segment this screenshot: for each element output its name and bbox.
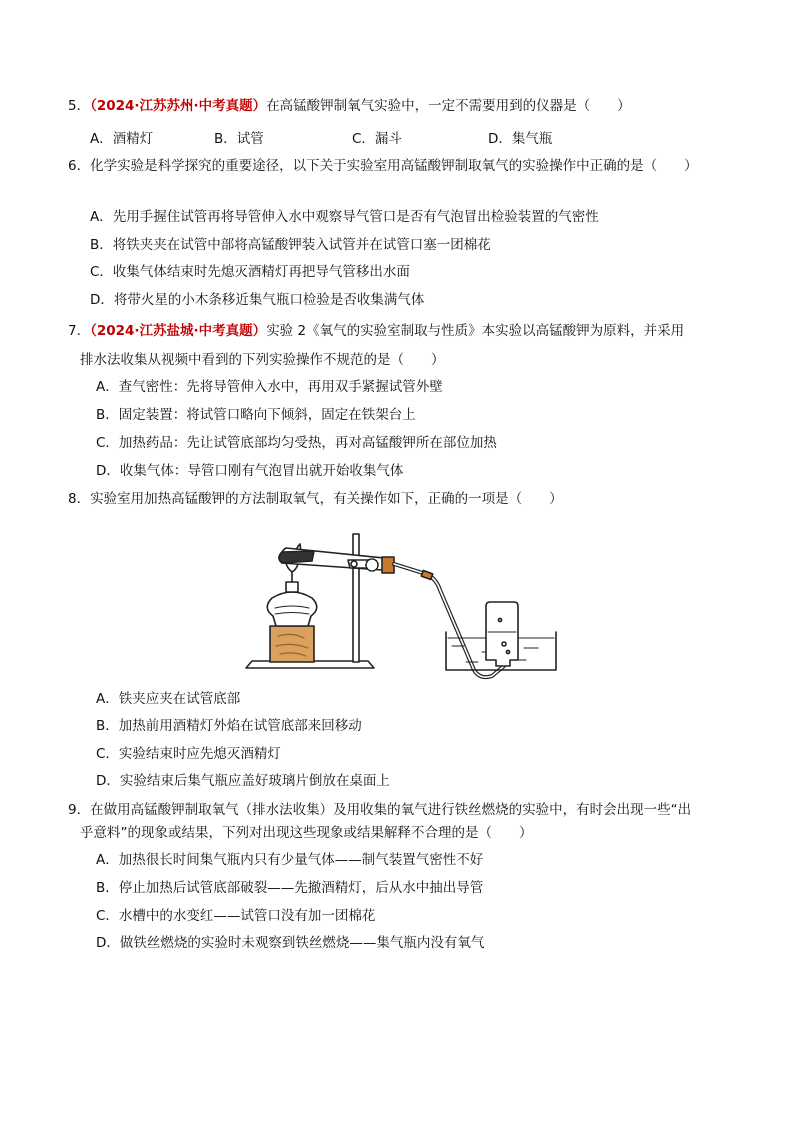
q5-option-b: B．试管 bbox=[214, 131, 264, 147]
q7-text1: 实验 2《氧气的实验室制取与性质》本实验以高锰酸钾为原料，并采用 bbox=[266, 323, 685, 339]
q7-option-d: D．收集气体：导管口刚有气泡冒出就开始收集气体 bbox=[96, 463, 404, 479]
q5-option-d: D．集气瓶 bbox=[488, 131, 553, 147]
q9-stem-line2: 乎意料”的现象或结果，下列对出现这些现象或结果解释不合理的是（ ） bbox=[80, 825, 533, 841]
q7-source: （2024·江苏盐城·中考真题） bbox=[90, 323, 267, 339]
q7-option-a: A．查气密性：先将导管伸入水中，再用双手紧握试管外壁 bbox=[96, 379, 443, 395]
q7-option-c: C．加热药品：先让试管底部均匀受热，再对高锰酸钾所在部位加热 bbox=[96, 435, 497, 451]
kmno4-apparatus-figure bbox=[242, 520, 562, 682]
q8-option-d: D．实验结束后集气瓶应盖好玻璃片倒放在桌面上 bbox=[96, 773, 390, 789]
q5-number: 5． bbox=[68, 98, 91, 114]
q5-options bbox=[90, 130, 690, 148]
alcohol-lamp bbox=[267, 592, 317, 626]
q5-option-c: C．漏斗 bbox=[352, 131, 402, 147]
gas-collecting-bottle bbox=[486, 602, 518, 666]
q9-option-a: A．加热很长时间集气瓶内只有少量气体——制气装置气密性不好 bbox=[96, 852, 484, 868]
q8-option-c: C．实验结束时应先熄灭酒精灯 bbox=[96, 746, 281, 762]
q8-option-b: B．加热前用酒精灯外焰在试管底部来回移动 bbox=[96, 718, 362, 734]
q8-stem: 8．实验室用加热高锰酸钾的方法制取氧气，有关操作如下，正确的一项是（ ） bbox=[68, 491, 563, 507]
q9-option-b: B．停止加热后试管底部破裂——先撤酒精灯，后从水中抽出导管 bbox=[96, 880, 484, 896]
rubber-stopper bbox=[382, 557, 394, 573]
q9-option-d: D．做铁丝燃烧的实验时未观察到铁丝燃烧——集气瓶内没有氧气 bbox=[96, 935, 485, 951]
q9-stem-line1: 9．在做用高锰酸钾制取氧气（排水法收集）及用收集的氧气进行铁丝燃烧的实验中，有时会出现一些“出 bbox=[68, 802, 692, 818]
q7-stem-line1 bbox=[68, 322, 684, 340]
q7-number: 7． bbox=[68, 323, 91, 339]
q8-option-a: A．铁夹应夹在试管底部 bbox=[96, 691, 241, 707]
q6-stem: 6．化学实验是科学探究的重要途径，以下关于实验室用高锰酸钾制取氧气的实验操作中正确的是（ ） bbox=[68, 158, 698, 174]
q7-option-b: B．固定装置：将试管口略向下倾斜，固定在铁架台上 bbox=[96, 407, 416, 423]
q5-text: 在高锰酸钾制氧气实验中，一定不需要用到的仪器是（ ） bbox=[266, 98, 631, 114]
q5-source: （2024·江苏苏州·中考真题） bbox=[90, 98, 267, 114]
q6-option-b: B．将铁夹夹在试管中部将高锰酸钾装入试管并在试管口塞一团棉花 bbox=[90, 237, 491, 253]
q5-stem bbox=[68, 97, 631, 115]
q6-option-d: D．将带火星的小木条移近集气瓶口检验是否收集满气体 bbox=[90, 292, 425, 308]
iron-stand-rod bbox=[353, 534, 359, 662]
q9-option-c: C．水槽中的水变红——试管口没有加一团棉花 bbox=[96, 908, 376, 924]
q7-stem-line2: 排水法收集从视频中看到的下列实验操作不规范的是（ ） bbox=[80, 352, 445, 368]
q6-option-c: C．收集气体结束时先熄灭酒精灯再把导气管移出水面 bbox=[90, 264, 410, 280]
q5-option-a: A．酒精灯 bbox=[90, 131, 154, 147]
q6-option-a: A．先用手握住试管再将导管伸入水中观察导气管口是否有气泡冒出检验装置的气密性 bbox=[90, 209, 599, 225]
